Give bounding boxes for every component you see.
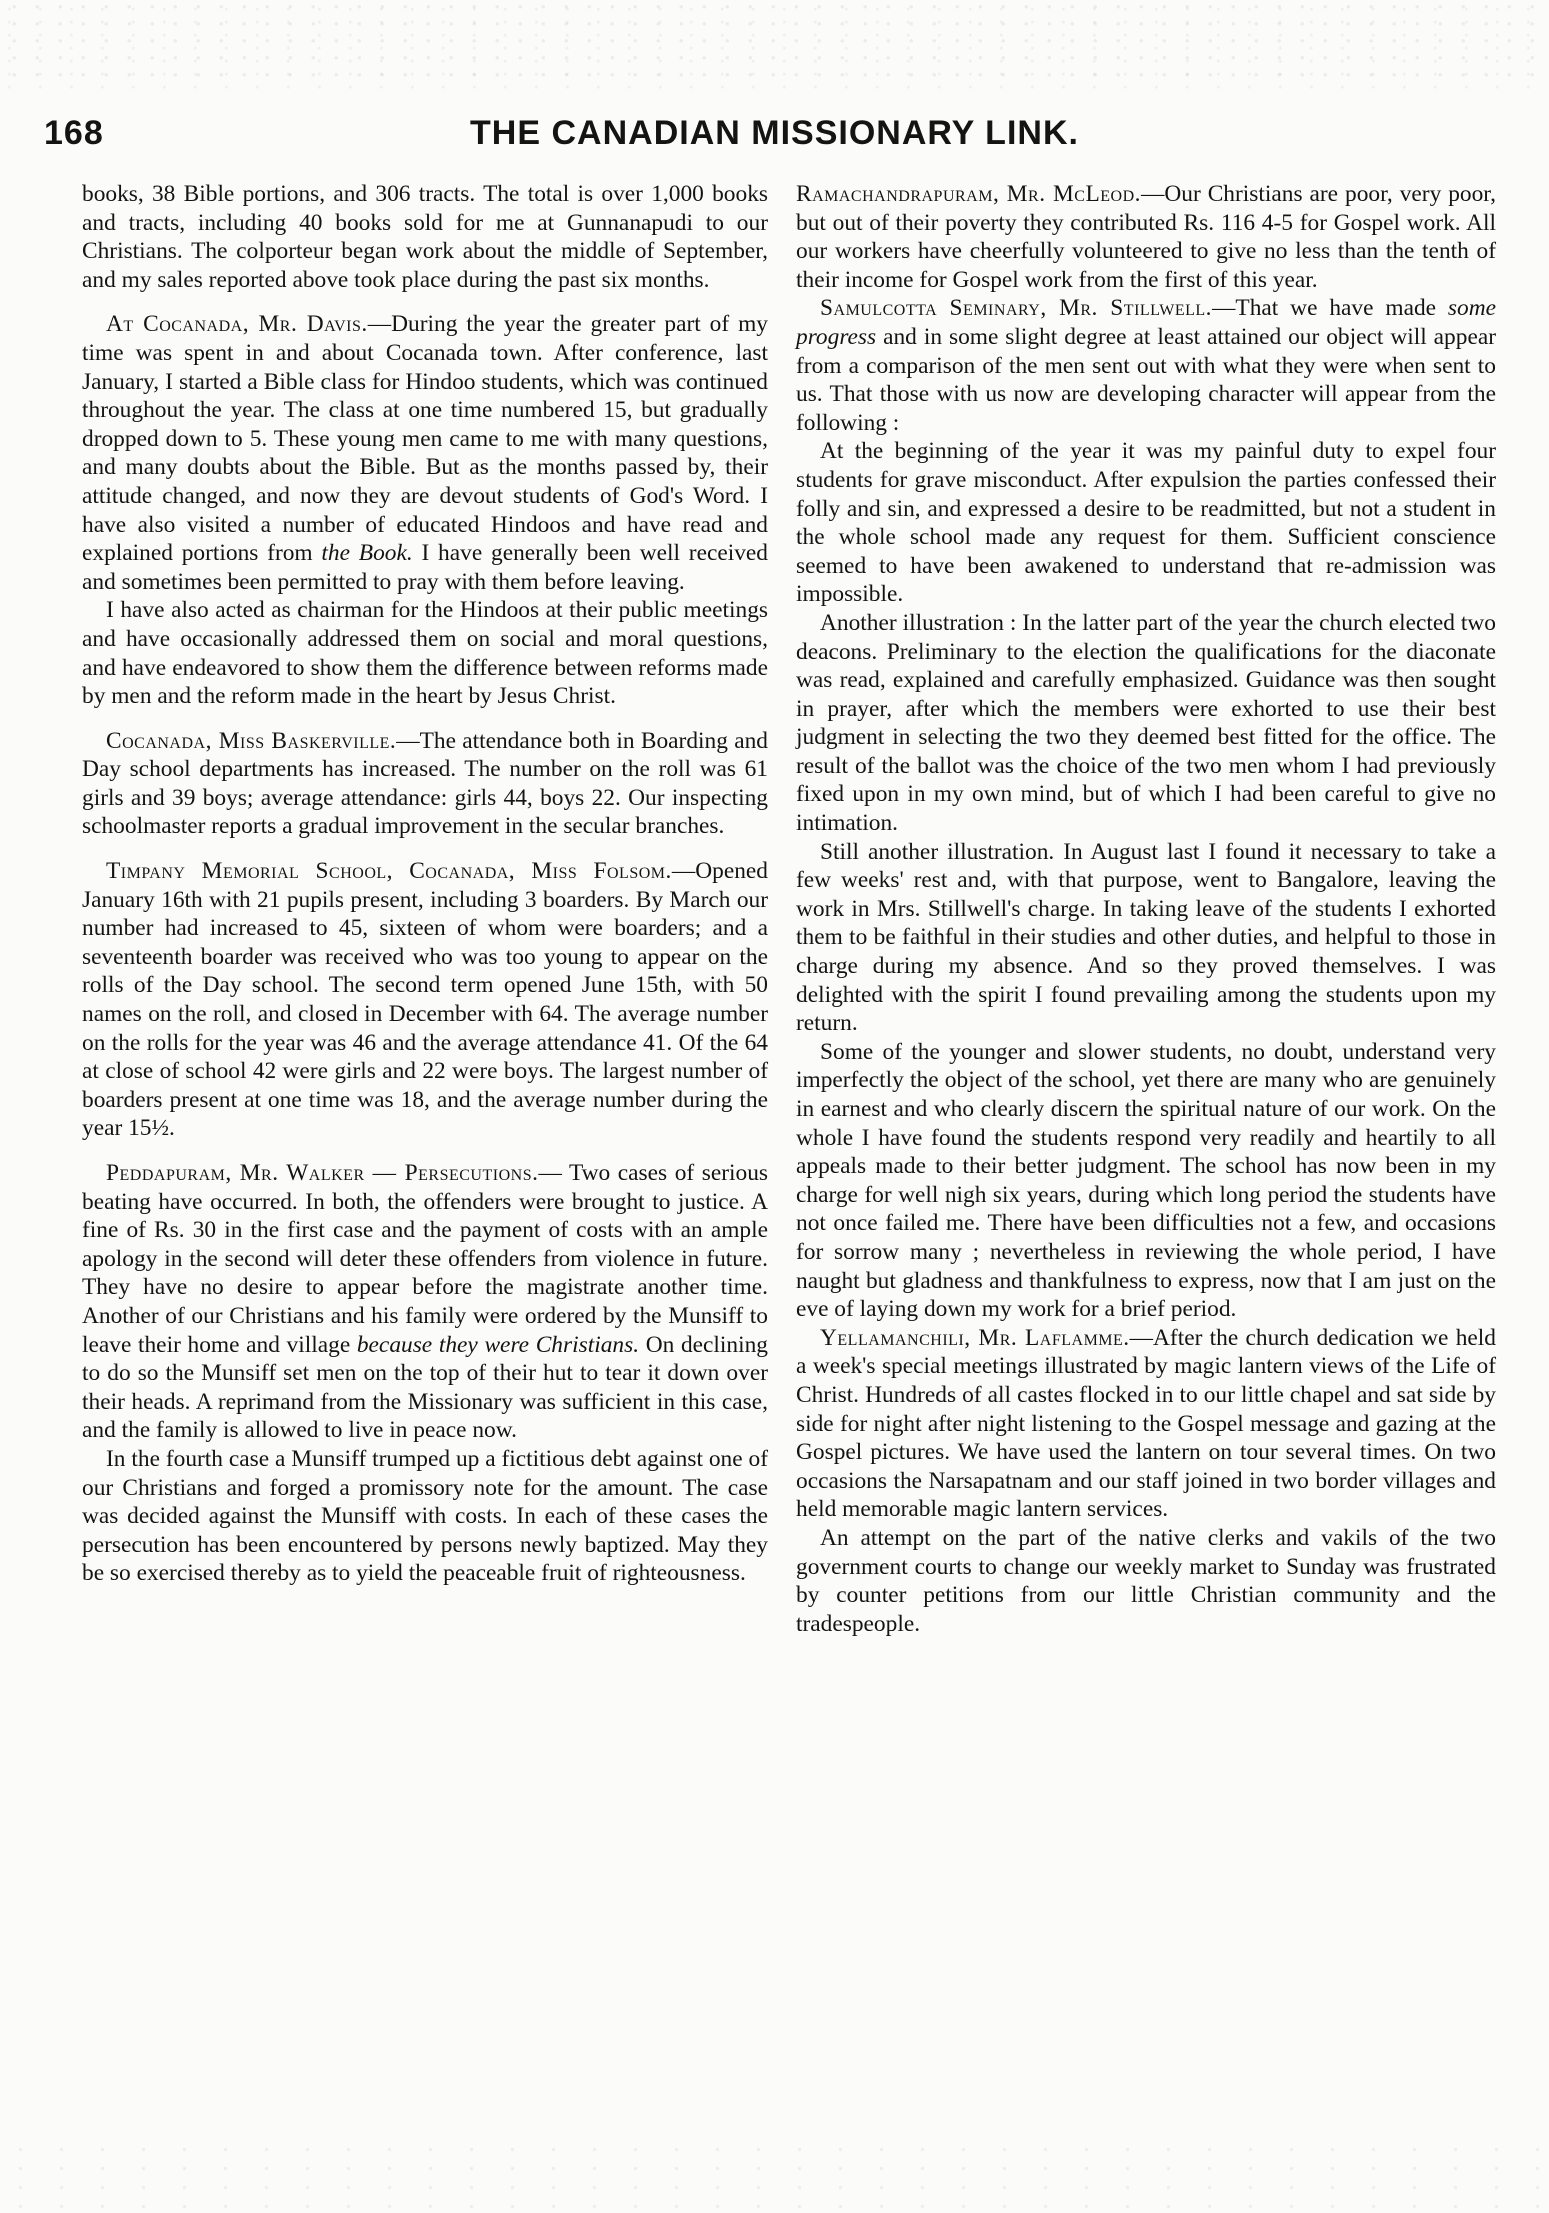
section-mcleod: [796, 180, 1496, 294]
paragraph-text: —After the church dedication we held a week's special meetings illustrated by magic lantern views of the Life of Christ. Hundreds of all castes flocked in to our little chapel and sat side by side for night after night listening to the Gospel message and gazing at the Gospel pictures. We have used the lantern on tour several times. On two occasions the Narsapatnam and our staff joined in two border villages and held memorable magic lantern services.: [796, 1324, 1496, 1523]
paragraph-text: —Our Christians are poor, very poor, but out of their poverty they contributed Rs. 116 4-5 for Gospel work. All our workers have cheerfully volunteered to give no less than the tenth of their income for Gospel work from the first of this year.: [796, 181, 1497, 293]
italic-text: some progress: [796, 295, 1496, 350]
section-heading-stillwell: Samulcotta Seminary, Mr. Stillwell.: [820, 295, 1213, 322]
page-speckle-top: [0, 0, 1549, 90]
section-timpany: [82, 857, 768, 1143]
paragraph-stillwell-students: Some of the younger and slower students, no doubt, understand very imperfectly the object of the school, yet there are many who are genuinely in earnest and who clearly discern the spiritual nature of our work. On the whole I have found the students respond very readily and heartily to all appeals made to their better judgment. The school has now been in my charge for well nigh six years, during which long period the students have not once failed me. There have been difficulties not a few, and occasions for sorrow many ; nevertheless in reviewing the whole period, I have naught but gladness and thankfulness to express, now that I am just on the eve of laying down my work for a brief period.: [796, 1038, 1496, 1323]
section-heading-baskerville: Cocanada, Miss Baskerville.: [106, 727, 397, 754]
section-baskerville: [82, 727, 768, 841]
paragraph-text: — Two cases of serious beating have occurred. In both, the offenders were brought to justice. A fine of Rs. 30 in the first case and the payment of costs with an ample apology in the second will deter these offenders from violence in future. They have no desire to appear before the magistrate another time. Another of our Christians and his family were ordered by the Munsiff to leave their home and village: [82, 1160, 769, 1358]
page-title: THE CANADIAN MISSIONARY LINK.: [470, 114, 1079, 152]
paragraph-text: I have generally been well received and sometimes been permitted to pray with them before leaving.: [82, 540, 768, 595]
section-heading-cocanada-davis: At Cocanada, Mr. Davis.: [106, 311, 368, 338]
italic-text: because they were Christians.: [356, 1331, 640, 1358]
right-column: [796, 180, 1496, 1638]
section-laflamme: [796, 1324, 1496, 1524]
section-heading-timpany: Timpany Memorial School, Cocanada, Miss Folsom.: [106, 858, 672, 885]
paragraph-stillwell-deacons: Another illustration : In the latter part of the year the church elected two deacons. Preliminary to the election the qualifications for the diaconate was read, explained and carefully emphasized. Guidance was then sought in prayer, after which the members were exhorted to use their best judgment in selecting the two they deemed best fitted for the office. The result of the ballot was the choice of the two men whom I had previously fixed upon in my own mind, but of which I had been careful to give no intimation.: [796, 609, 1496, 837]
italic-text: the Book.: [321, 540, 413, 567]
section-heading-mcleod: Ramachandrapuram, Mr. McLeod.: [796, 181, 1141, 207]
paragraph-walker-munsiff: In the fourth case a Munsiff trumped up a fictitious debt against one of our Christians and forged a promissory note for the amount. The case was decided against the Munsiff with costs. In each of these cases the persecution has been encountered by persons newly baptized. May they be so exercised thereby as to yield the peaceable fruit of righteousness.: [82, 1445, 768, 1587]
page-speckle-bottom: [0, 2140, 1549, 2213]
paragraph-text: —Opened January 16th with 21 pupils present, including 3 boarders. By March our number had increased to 45, sixteen of whom were boarders; and a seventeenth boarder was received who was too young to appear on the rolls of the Day school. The second term opened June 15th, with 50 names on the roll, and closed in December with 64. The average number on the rolls for the year was 46 and the average attendance 41. Of the 64 at close of school 42 were girls and 22 were boys. The largest number of boarders present at one time was 18, and the average number during the year 15½.: [82, 858, 768, 1142]
paragraph-stillwell-bangalore: Still another illustration. In August last I found it necessary to take a few weeks' rest and, with that purpose, went to Bangalore, leaving the work in Mrs. Stillwell's charge. In taking leave of the students I exhorted them to be faithful in their studies and other duties, and helpful to those in charge during my absence. And so they proved themselves. I was delighted with the spirit I found prevailing among the students upon my return.: [796, 838, 1496, 1037]
section-walker: [82, 1159, 768, 1445]
page-number: 168: [44, 114, 104, 152]
paragraph-text: —The attendance both in Boarding and Day school departments has increased. The number on the roll was 61 girls and 39 boys; average attendance: girls 44, boys 22. Our inspecting schoolmaster reports a gradual improvement in the secular branches.: [82, 727, 768, 840]
paragraph-laflamme-market: An attempt on the part of the native clerks and vakils of the two government courts to change our weekly market to Sunday was frustrated by counter petitions from our little Christian community and the tradespeople.: [796, 1524, 1496, 1637]
paragraph-books-tracts: books, 38 Bible portions, and 306 tracts. The total is over 1,000 books and tracts, including 40 books sold for me at Gunnanapudi to our Christians. The colporteur began work about the middle of September, and my sales reported above took place during the past six months.: [82, 181, 768, 293]
paragraph-text: On declining to do so the Munsiff set men on the top of their hut to tear it down over their heads. A reprimand from the Missionary was sufficient in this case, and the family is allowed to live in peace now.: [82, 1331, 768, 1444]
section-heading-laflamme: Yellamanchili, Mr. Laflamme.: [820, 1324, 1130, 1351]
section-stillwell: [796, 294, 1496, 437]
section-cocanada-davis: [82, 310, 768, 596]
left-column: [82, 180, 768, 1588]
section-heading-walker: Peddapuram, Mr. Walker — Persecutions.: [106, 1160, 539, 1186]
paragraph-text: —That we have made: [1212, 295, 1448, 322]
paragraph-text: and in some slight degree at least attained our object will appear from a comparison of the men sent out with what they were when sent to us. That those with us now are developing character will appear from the following :: [796, 323, 1496, 436]
paragraph-text: —During the year the greater part of my time was spent in and about Cocanada town. After conference, last January, I started a Bible class for Hindoo students, which was continued throughout the year. The class at one time numbered 15, but gradually dropped down to 5. These young men came to me with many questions, and many doubts about the Bible. But as the months passed by, their attitude changed, and now they are devout students of God's Word. I have also visited a number of educated Hindoos and have read and explained portions from: [82, 311, 768, 567]
paragraph-stillwell-expel: At the beginning of the year it was my painful duty to expel four students for grave misconduct. After expulsion the parties confessed their folly and sin, and expressed a desire to be readmitted, but not a student in the whole school made any request for them. Sufficient conscience seemed to have been awakened to understand that re-admission was impossible.: [796, 438, 1496, 608]
paragraph-davis-chairman: I have also acted as chairman for the Hindoos at their public meetings and have occasionally addressed them on social and moral questions, and have endeavored to show them the difference between reforms made by men and the reform made in the heart by Jesus Christ.: [82, 597, 768, 710]
